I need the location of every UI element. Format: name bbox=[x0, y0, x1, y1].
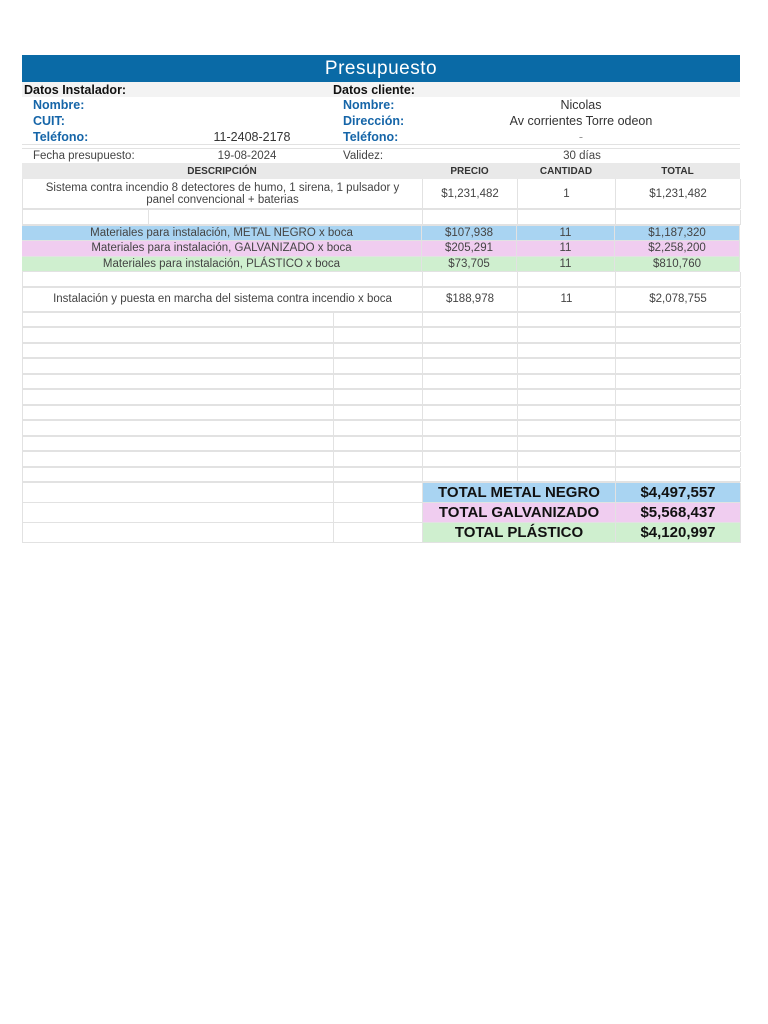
empty-rows bbox=[22, 313, 740, 484]
client-address-value[interactable]: Av corrientes Torre odeon bbox=[509, 114, 653, 128]
empty-row bbox=[22, 359, 740, 375]
empty-cell[interactable] bbox=[23, 359, 334, 374]
empty-cell[interactable] bbox=[334, 344, 423, 359]
empty-cell[interactable] bbox=[423, 313, 518, 328]
item-total[interactable]: $2,078,755 bbox=[616, 288, 741, 312]
empty-cell[interactable] bbox=[23, 483, 334, 503]
info-row-phone bbox=[22, 129, 740, 145]
total-value: $5,568,437 bbox=[616, 503, 741, 523]
total-value: $4,120,997 bbox=[616, 523, 741, 543]
empty-row bbox=[22, 375, 740, 391]
empty-cell[interactable] bbox=[334, 452, 423, 467]
empty-cell[interactable] bbox=[518, 210, 616, 225]
empty-cell[interactable] bbox=[616, 210, 741, 225]
date-value[interactable]: 19-08-2024 bbox=[217, 150, 277, 162]
client-header: Datos cliente: bbox=[333, 82, 415, 97]
item-quantity[interactable]: 11 bbox=[518, 288, 616, 312]
empty-cell[interactable] bbox=[518, 390, 616, 405]
empty-cell[interactable] bbox=[23, 344, 334, 359]
empty-cell[interactable] bbox=[518, 468, 616, 483]
empty-cell[interactable] bbox=[423, 452, 518, 467]
item-quantity[interactable]: 11 bbox=[517, 226, 615, 242]
item-quantity[interactable]: 11 bbox=[517, 241, 615, 257]
date-label: Fecha presupuesto: bbox=[33, 150, 135, 162]
item-price[interactable]: $1,231,482 bbox=[423, 179, 518, 209]
empty-row bbox=[22, 406, 740, 422]
client-phone-value[interactable]: - bbox=[578, 129, 584, 144]
item-price[interactable]: $188,978 bbox=[423, 288, 518, 312]
empty-cell[interactable] bbox=[616, 328, 741, 343]
empty-cell[interactable] bbox=[334, 375, 423, 390]
empty-cell[interactable] bbox=[423, 421, 518, 436]
budget-sheet bbox=[22, 55, 740, 543]
col-quantity: CANTIDAD bbox=[539, 165, 593, 177]
empty-cell[interactable] bbox=[616, 375, 741, 390]
table-row-galvanizado bbox=[22, 241, 740, 257]
item-quantity[interactable]: 1 bbox=[518, 179, 616, 209]
col-price: PRECIO bbox=[450, 165, 489, 177]
empty-row bbox=[22, 328, 740, 344]
empty-cell[interactable] bbox=[334, 328, 423, 343]
total-row-plastico bbox=[22, 523, 740, 543]
table-row-plastico bbox=[22, 257, 740, 273]
table-row-metal-negro bbox=[22, 226, 740, 242]
section-header-row bbox=[22, 82, 740, 97]
total-row-metal-negro bbox=[22, 483, 740, 503]
date-row bbox=[22, 148, 740, 163]
empty-row bbox=[22, 313, 740, 329]
empty-cell[interactable] bbox=[23, 523, 334, 543]
empty-cell[interactable] bbox=[423, 468, 518, 483]
item-description[interactable]: Materiales para instalación, METAL NEGRO x boca bbox=[22, 226, 422, 242]
item-description[interactable]: Materiales para instalación, PLÁSTICO x boca bbox=[22, 257, 422, 273]
empty-cell[interactable] bbox=[23, 468, 334, 483]
totals-section bbox=[22, 483, 740, 543]
item-total[interactable]: $1,231,482 bbox=[616, 179, 741, 209]
validity-label: Validez: bbox=[343, 150, 384, 162]
col-total: TOTAL bbox=[661, 165, 694, 177]
total-row-galvanizado bbox=[22, 503, 740, 523]
empty-cell[interactable] bbox=[23, 437, 334, 452]
empty-cell[interactable] bbox=[334, 503, 423, 523]
empty-cell[interactable] bbox=[423, 359, 518, 374]
empty-cell[interactable] bbox=[23, 452, 334, 467]
empty-cell[interactable] bbox=[23, 375, 334, 390]
client-address-label: Dirección: bbox=[343, 114, 405, 128]
empty-cell[interactable] bbox=[423, 328, 518, 343]
client-name-value[interactable]: Nicolas bbox=[560, 98, 602, 112]
empty-cell[interactable] bbox=[616, 313, 741, 328]
empty-row bbox=[22, 421, 740, 437]
empty-cell[interactable] bbox=[334, 483, 423, 503]
empty-cell[interactable] bbox=[23, 390, 334, 405]
empty-cell[interactable] bbox=[23, 406, 334, 421]
item-quantity[interactable]: 11 bbox=[517, 257, 615, 273]
total-label: TOTAL PLÁSTICO bbox=[423, 523, 616, 543]
empty-cell[interactable] bbox=[518, 406, 616, 421]
empty-row bbox=[22, 344, 740, 360]
installer-phone-label: Teléfono: bbox=[33, 129, 89, 144]
empty-row bbox=[22, 272, 740, 288]
item-total[interactable]: $2,258,200 bbox=[615, 241, 740, 257]
empty-cell[interactable] bbox=[616, 452, 741, 467]
empty-cell[interactable] bbox=[423, 406, 518, 421]
empty-cell[interactable] bbox=[334, 406, 423, 421]
empty-cell[interactable] bbox=[518, 272, 616, 287]
empty-row bbox=[22, 452, 740, 468]
item-total[interactable]: $1,187,320 bbox=[615, 226, 740, 242]
empty-cell[interactable] bbox=[423, 344, 518, 359]
empty-cell[interactable] bbox=[334, 313, 423, 328]
empty-cell[interactable] bbox=[616, 344, 741, 359]
total-label: TOTAL GALVANIZADO bbox=[423, 503, 616, 523]
empty-cell[interactable] bbox=[23, 210, 149, 225]
info-row-cuit bbox=[22, 113, 740, 129]
empty-cell[interactable] bbox=[616, 437, 741, 452]
empty-cell[interactable] bbox=[616, 406, 741, 421]
table-row bbox=[22, 179, 740, 210]
empty-cell[interactable] bbox=[518, 313, 616, 328]
installer-phone-value[interactable]: 11-2408-2178 bbox=[213, 129, 291, 144]
item-description[interactable]: Sistema contra incendio 8 detectores de humo, 1 sirena, 1 pulsador y panel convencional + baterias bbox=[23, 179, 423, 209]
empty-row bbox=[22, 437, 740, 453]
empty-cell[interactable] bbox=[423, 390, 518, 405]
installer-name-label: Nombre: bbox=[33, 98, 85, 112]
empty-cell[interactable] bbox=[518, 344, 616, 359]
empty-cell[interactable] bbox=[334, 523, 423, 543]
page-title: Presupuesto bbox=[22, 55, 740, 82]
empty-cell[interactable] bbox=[518, 437, 616, 452]
empty-row bbox=[22, 390, 740, 406]
empty-cell[interactable] bbox=[423, 272, 518, 287]
installer-header: Datos Instalador: bbox=[24, 82, 127, 97]
empty-cell[interactable] bbox=[23, 421, 334, 436]
empty-cell[interactable] bbox=[616, 390, 741, 405]
empty-cell[interactable] bbox=[334, 437, 423, 452]
empty-cell[interactable] bbox=[23, 503, 334, 523]
empty-cell[interactable] bbox=[518, 375, 616, 390]
empty-cell[interactable] bbox=[423, 375, 518, 390]
empty-cell[interactable] bbox=[23, 272, 423, 287]
item-total[interactable]: $810,760 bbox=[615, 257, 740, 273]
installer-name-value[interactable] bbox=[172, 97, 332, 113]
info-row-name bbox=[22, 97, 740, 113]
empty-cell[interactable] bbox=[149, 210, 423, 225]
table-header bbox=[22, 163, 740, 179]
item-description[interactable]: Instalación y puesta en marcha del sistema contra incendio x boca bbox=[23, 288, 423, 312]
installer-cuit-label: CUIT: bbox=[33, 114, 65, 128]
empty-cell[interactable] bbox=[334, 468, 423, 483]
client-phone-label: Teléfono: bbox=[343, 129, 399, 144]
empty-cell[interactable] bbox=[23, 313, 334, 328]
empty-cell[interactable] bbox=[616, 272, 741, 287]
empty-row bbox=[22, 210, 740, 226]
empty-cell[interactable] bbox=[334, 359, 423, 374]
item-price[interactable]: $205,291 bbox=[422, 241, 517, 257]
col-description: DESCRIPCIÓN bbox=[187, 165, 257, 177]
item-price[interactable]: $73,705 bbox=[422, 257, 517, 273]
empty-cell[interactable] bbox=[518, 421, 616, 436]
empty-cell[interactable] bbox=[616, 359, 741, 374]
empty-cell[interactable] bbox=[518, 359, 616, 374]
validity-value[interactable]: 30 días bbox=[563, 150, 601, 162]
empty-cell[interactable] bbox=[334, 390, 423, 405]
total-value: $4,497,557 bbox=[616, 483, 741, 503]
empty-cell[interactable] bbox=[423, 437, 518, 452]
empty-cell[interactable] bbox=[616, 468, 741, 483]
empty-cell[interactable] bbox=[616, 421, 741, 436]
empty-cell[interactable] bbox=[334, 421, 423, 436]
client-name-label: Nombre: bbox=[343, 98, 395, 112]
table-row bbox=[22, 288, 740, 313]
item-price[interactable]: $107,938 bbox=[422, 226, 517, 242]
empty-cell[interactable] bbox=[518, 328, 616, 343]
installer-cuit-value[interactable] bbox=[172, 113, 332, 129]
empty-cell[interactable] bbox=[518, 452, 616, 467]
empty-cell[interactable] bbox=[423, 210, 518, 225]
total-label: TOTAL METAL NEGRO bbox=[423, 483, 616, 503]
empty-row bbox=[22, 468, 740, 484]
empty-cell[interactable] bbox=[23, 328, 334, 343]
item-description[interactable]: Materiales para instalación, GALVANIZADO x boca bbox=[22, 241, 422, 257]
